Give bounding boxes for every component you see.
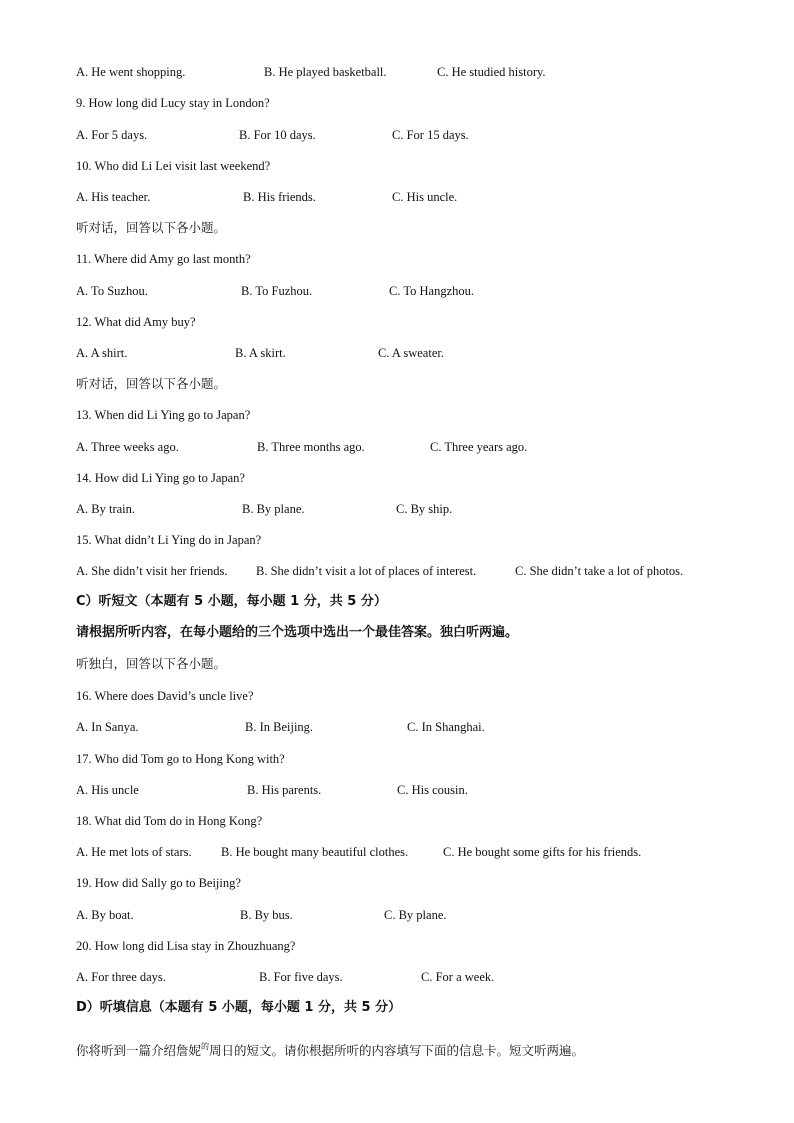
question-9: 9. How long did Lucy stay in London? [76, 96, 270, 110]
option-c: C. A sweater. [378, 346, 444, 360]
option-a: A. She didn’t visit her friends. [76, 564, 228, 578]
option-c: C. To Hangzhou. [389, 284, 474, 298]
option-a: A. By boat. [76, 908, 134, 922]
option-a: A. He met lots of stars. [76, 845, 192, 859]
option-c: C. In Shanghai. [407, 720, 485, 734]
question-15: 15. What didn’t Li Ying do in Japan? [76, 533, 262, 547]
option-b: B. By plane. [242, 502, 305, 516]
option-c: C. Three years ago. [430, 440, 528, 454]
option-a: A. For three days. [76, 970, 166, 984]
option-c: C. His uncle. [392, 190, 458, 204]
option-b: B. For five days. [259, 970, 343, 984]
option-a: A. His uncle [76, 783, 139, 797]
option-a: A. Three weeks ago. [76, 440, 179, 454]
section-d-instruction-superscript: 的 [201, 1042, 210, 1051]
section-c-title: C）听短文（本题有 5 小题，每小题 1 分，共 5 分） [76, 594, 387, 609]
option-c: C. For 15 days. [392, 128, 469, 142]
option-b: B. For 10 days. [239, 128, 316, 142]
option-b: B. His parents. [247, 783, 322, 797]
option-b: B. His friends. [243, 190, 316, 204]
option-b: B. Three months ago. [257, 440, 365, 454]
option-c: C. He bought some gifts for his friends. [443, 845, 642, 859]
option-c: C. His cousin. [397, 783, 468, 797]
option-b: B. He bought many beautiful clothes. [221, 845, 409, 859]
question-18: 18. What did Tom do in Hong Kong? [76, 814, 263, 828]
dialogue-instruction: 听对话，回答以下各小题。 [76, 220, 227, 235]
option-b: B. She didn’t visit a lot of places of interest. [256, 564, 477, 578]
question-16: 16. Where does David’s uncle live? [76, 689, 254, 703]
question-13: 13. When did Li Ying go to Japan? [76, 408, 251, 422]
option-c: C. By ship. [396, 502, 453, 516]
question-11: 11. Where did Amy go last month? [76, 252, 251, 266]
option-b: B. A skirt. [235, 346, 286, 360]
option-b: B. By bus. [240, 908, 293, 922]
section-d-title: D）听填信息（本题有 5 小题，每小题 1 分，共 5 分） [76, 1000, 402, 1015]
question-12: 12. What did Amy buy? [76, 315, 196, 329]
option-c: C. He studied history. [437, 65, 546, 79]
option-a: A. He went shopping. [76, 65, 186, 79]
option-a: A. For 5 days. [76, 128, 148, 142]
question-17: 17. Who did Tom go to Hong Kong with? [76, 752, 285, 766]
option-a: A. To Suzhou. [76, 284, 148, 298]
option-c: C. For a week. [421, 970, 495, 984]
section-d-instruction-part1: 你将听到一篇介绍詹妮 [76, 1043, 202, 1058]
question-20: 20. How long did Lisa stay in Zhouzhuang? [76, 939, 296, 953]
option-b: B. To Fuzhou. [241, 284, 313, 298]
option-c: C. By plane. [384, 908, 447, 922]
option-a: A. By train. [76, 502, 136, 516]
dialogue-instruction: 听对话，回答以下各小题。 [76, 376, 227, 391]
option-a: A. His teacher. [76, 190, 151, 204]
option-b: B. He played basketball. [264, 65, 387, 79]
section-d-instruction [76, 1039, 584, 1059]
section-d-instruction-part2: 周日的短文。请你根据所听的内容填写下面的信息卡。短文听两遍。 [209, 1043, 585, 1058]
section-c-instruction: 请根据所听内容，在每小题给的三个选项中选出一个最佳答案。独白听两遍。 [76, 625, 519, 640]
option-b: B. In Beijing. [245, 720, 314, 734]
option-c: C. She didn’t take a lot of photos. [515, 564, 684, 578]
question-10: 10. Who did Li Lei visit last weekend? [76, 159, 271, 173]
option-a: A. A shirt. [76, 346, 128, 360]
question-19: 19. How did Sally go to Beijing? [76, 876, 241, 890]
question-14: 14. How did Li Ying go to Japan? [76, 471, 245, 485]
monologue-instruction: 听独白，回答以下各小题。 [76, 656, 227, 671]
option-a: A. In Sanya. [76, 720, 139, 734]
